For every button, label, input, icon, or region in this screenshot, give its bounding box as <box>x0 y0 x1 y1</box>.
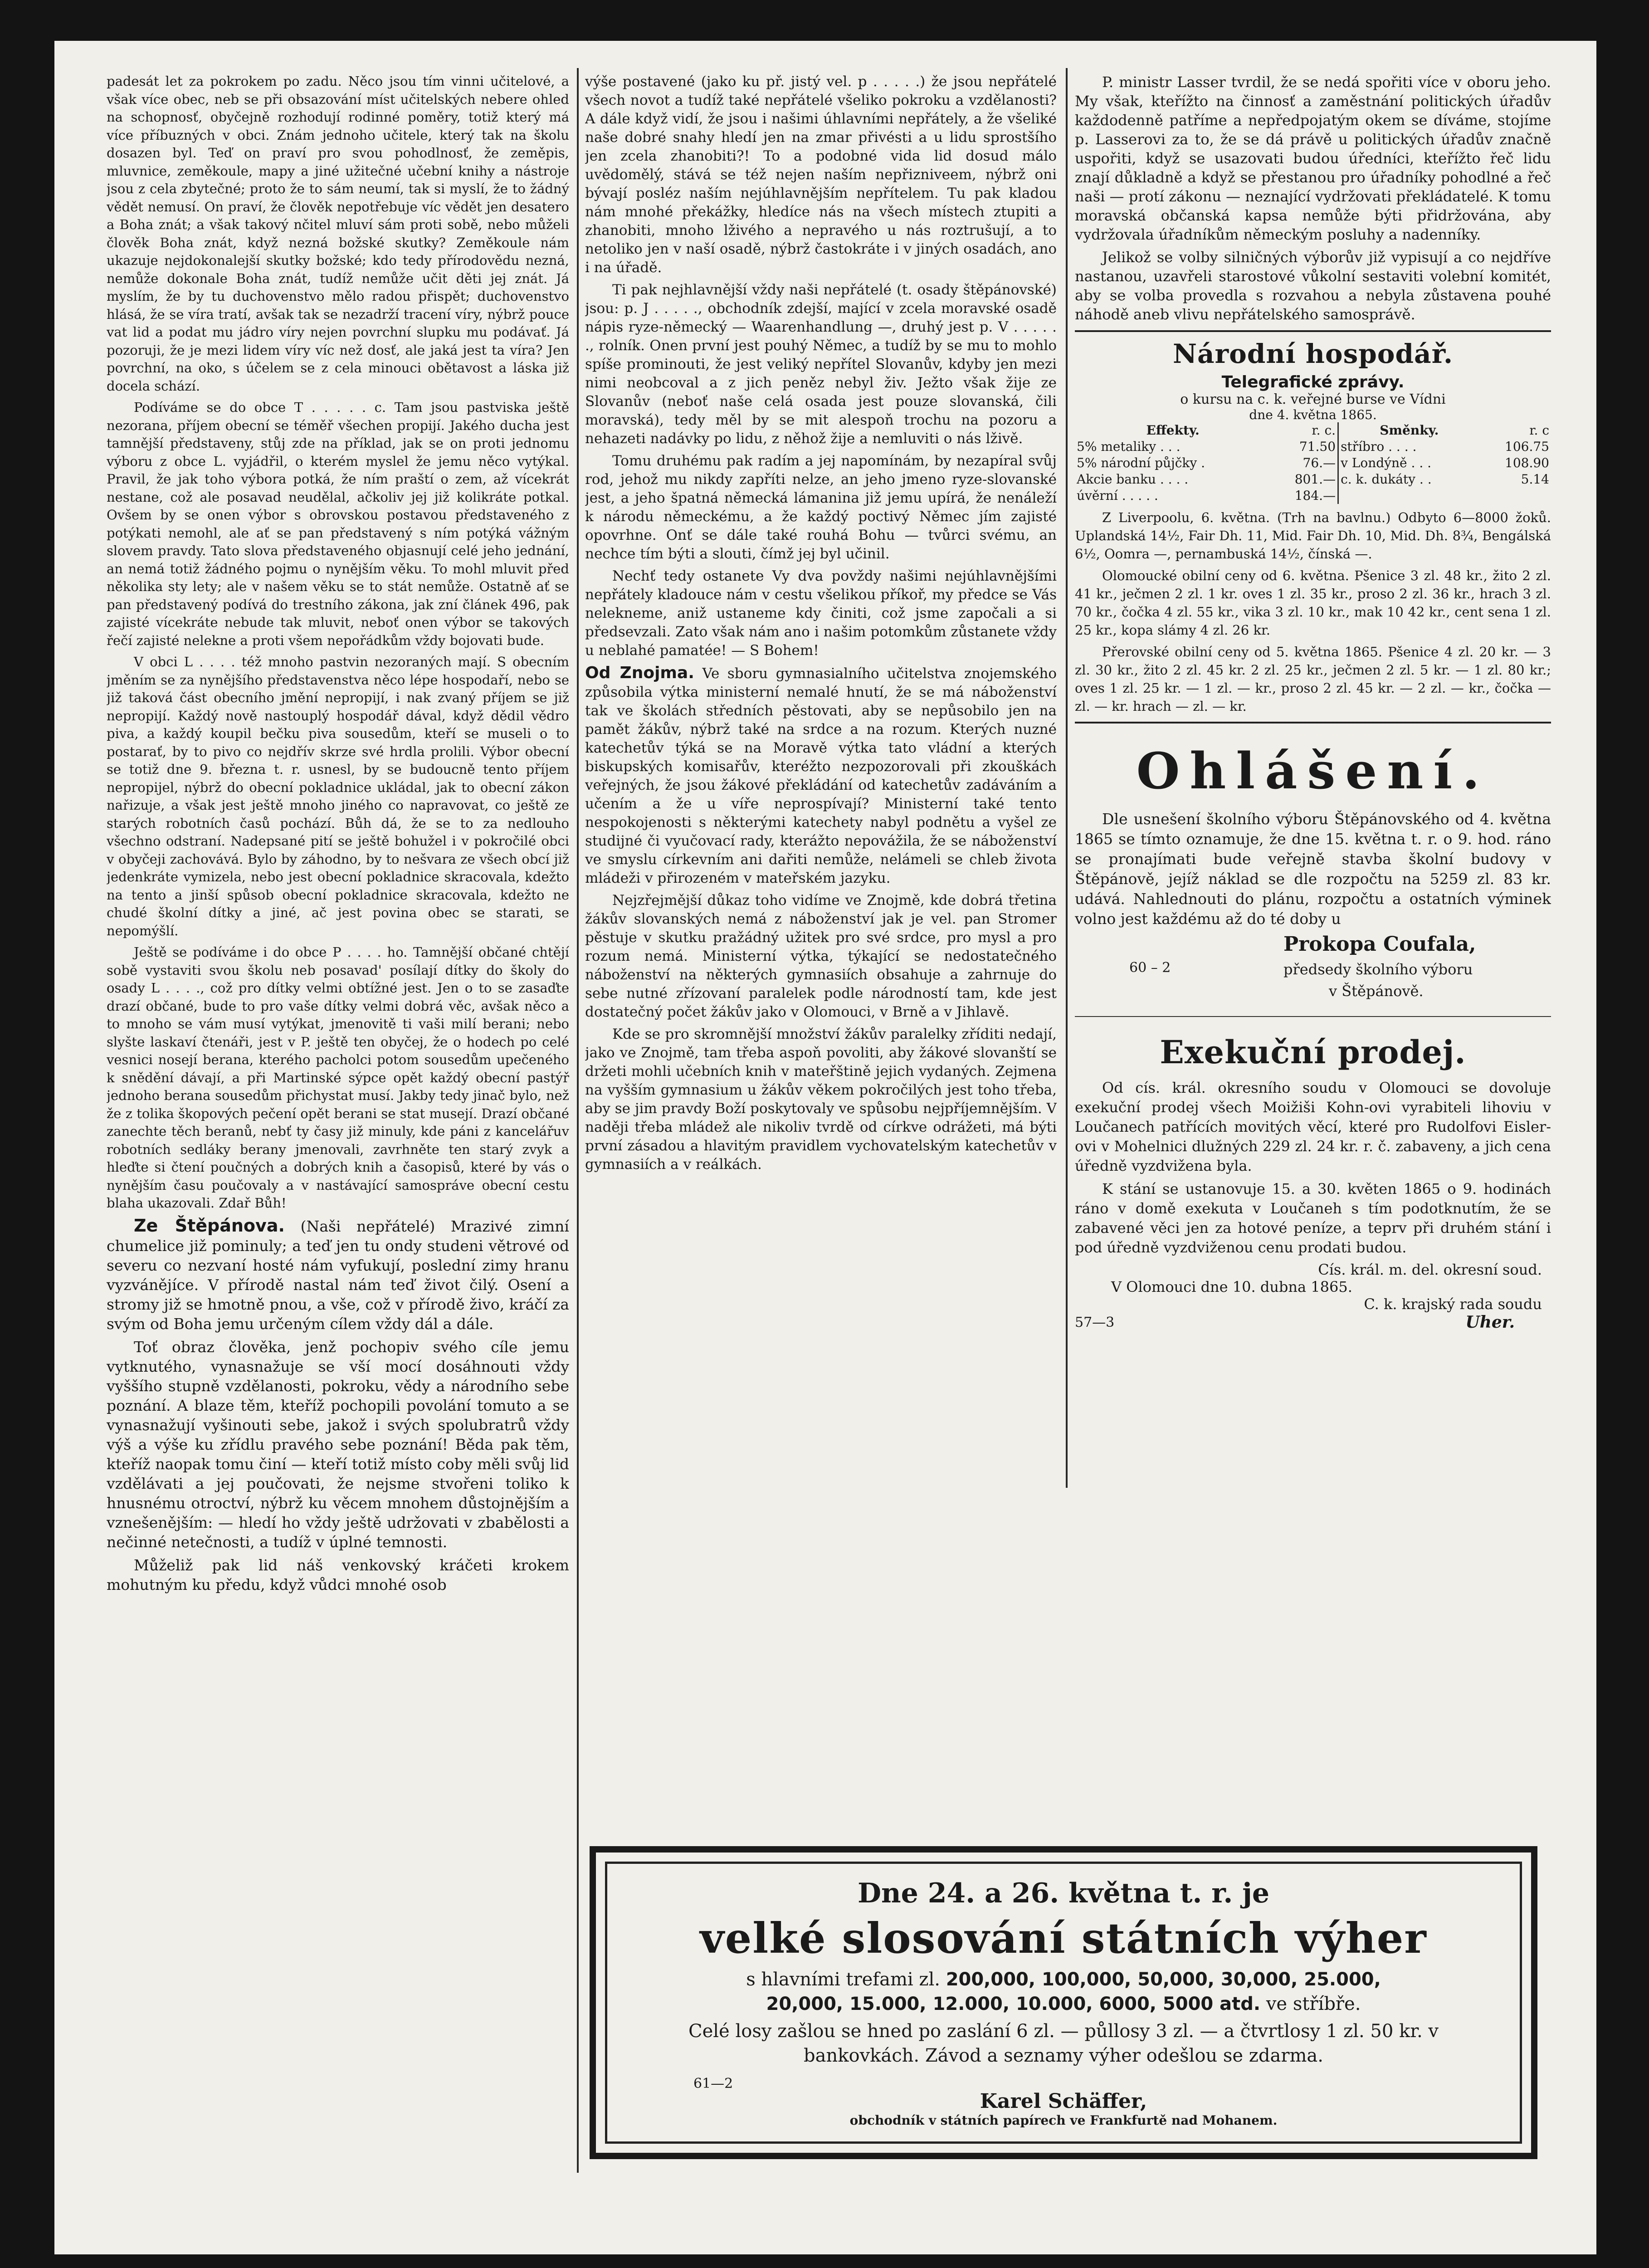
article-paragraph <box>585 664 1057 888</box>
exec-footer <box>1075 1313 1551 1335</box>
exchange-rates-table <box>1075 422 1551 504</box>
section-divider <box>1075 330 1551 332</box>
article-paragraph: Můželiž pak lid náš venkovský kráčeti krokem mohutným ku předu, když vůdci mnohé osob <box>107 1556 569 1593</box>
lottery-advertisement <box>590 1846 1537 2159</box>
table-cell: 71.50 <box>1299 439 1336 454</box>
article-text: Ve sboru gymnasialního učitelstva znojemského způsobila výtka ministerní nemalé hnutí, že se má náboženství tak ve školách středních pěstovati, aby se nepůsobilo jen na pamět žákův, nýbrž také na srdce a na rozum. Kterých nuzné katechetův týká se na Moravě výtka tato vládní a kterých biskupských komisařův, kteréžto nezpozorovali při zkouškách veřejných, že jsou žákové překládání od katechetův zadáváním a učením a že u víře neprospívají? Ministerní také tento nespokojenosti s některými katechety nabyl podnětu a vyšel ze studijné či vyučovací rady, kterážto nepovážila, že se náboženství ve smyslu církevním ani dařiti nemůže, nelámeli se chleb života mládeži v přirozeném v mateřském jazyku. <box>585 665 1057 886</box>
article-paragraph: V obci L . . . . též mnoho pastvin nezoraných mají. S obecním jměním se za nynějšího představenstva něco lépe hospodaří, nebo se již taková část obecního jmění nepropijí, i nak zvaný příjem se již nepropijí. Každý nově nastouplý hospodář dával, když dědil vědro piva, a každý koupil bečku piva sousedům, kteří se museli o to postarať, by to pivo co nejdřív skrze své hrdla prolili. Výbor obecní se totiž dne 9. března t. r. usnesl, by se budoucně tento příjem nepropijel, nýbrž do obecní pokladnice ukládal, jak to obecní zákon nařizuje, a však jest ještě mnoho jiného co napravovat, co ještě ze starých robotních časů pochází. Bůh dá, že se to za nedlouho všechno odstraní. Nadepsané pití se ještě bohužel i v pokročilé obci v obyčeji zachovává. Bylo by záhodno, by to nešvara ze všech obcí již jedenkráte vymizela, nebo jest obecní pokladnice skracovala, kdežto na tento a jinší spůsob obecní pokladnice skracovala, kdežto ne chudé školní dítky a jiné, ač jest povina obec se starati, se nepomýšlí. <box>107 654 569 938</box>
notice-number: 60 – 2 <box>1129 960 1171 976</box>
table-cell: c. k. dukáty . . <box>1338 471 1480 488</box>
article-paragraph: výše postavené (jako ku př. jistý vel. p . . . . .) že jsou nepřátelé všech novot a tudíž také nepřátelé všeliko pokroku a vzdělanosti? A dále když vidí, že jsou i našimi úhlavními nepřátely, a že všeliké naše dobré snahy hledí jen na zmar přivésti a u lidu sprostšího jen zcela zhanobiti?! To a podobné vida lid dosud málo uvědomělý, stává se též nejen naším nepřizniveem, nýbrž oni bývají posléz naším nejúhlavnějším nepřítelem. Tu pak kladou nám mnohé překážky, hledíce nás na všech místech ztupiti a zhanobiti, mnoho lživého a nepravého u nás roztrušují, a to netoliko jen v naší osadě, nýbrž častokráte i v jiných osadách, ano i na úřadě. <box>585 73 1057 276</box>
notice-signer-place: v Štěpánově. <box>1329 982 1424 1000</box>
table-cell: 108.90 <box>1505 455 1549 470</box>
market-report: Z Liverpoolu, 6. května. (Trh na bavlnu.) Odbyto 6—8000 žoků. Uplandská 14½, Fair Dh. 11, Mid. Fair Dh. 10, Mid. Dh. 8¾, Bengálská 6½, Oomra —, pernambuská 14½, čínská —. <box>1075 510 1551 562</box>
table-cell: 184.— <box>1294 488 1336 503</box>
ad-prizes <box>625 1967 1502 2016</box>
article-heading: Ze Štěpánova. <box>134 1215 285 1236</box>
column-rule <box>1066 68 1068 1488</box>
table-header: r. c <box>1529 423 1549 438</box>
exec-number: 57—3 <box>1075 1315 1115 1330</box>
column-right <box>1075 73 1551 1869</box>
ad-footer <box>634 2090 1493 2128</box>
article-paragraph: P. ministr Lasser tvrdil, že se nedá spořiti více v oboru jeho. My však, kteřížto na činnosť a zaměstnání politických úřadův každodenně patříme a nepředpojatým okem se díváme, stojíme p. Lasserovi za to, že se dá právě u politických úřadův značně uspořiti, když se usazovati budou úředníci, kteřížto řeč lidu znají důkladně a když se přestanou pro úřadníky pohodlné a řeč naši — protí zákonu — neznající vydržovati překládatelé. K tomu moravská občanská kapsa nemůže býti přidržována, aby vydržovala úřadníkům německým posluhy a nadenníky. <box>1075 73 1551 243</box>
telegram-title: Telegrafické zprávy. <box>1221 373 1405 391</box>
table-cell: 801.— <box>1294 472 1336 487</box>
table-cell: v Londýně . . . <box>1338 455 1480 471</box>
article-paragraph: Ti pak nejhlavnější vždy naši nepřátelé (t. osady štěpánovské) jsou: p. J . . . . ., obchodník zdejší, mající v zcela moravské osadě nápis ryze-německý — Waarenhandlung —, druhý jest p. V . . . . . ., rolník. Onen první jest pouhý Němec, a tudíž by se mu to mohlo spíše prominouti, že jest veliký nepřítel Slovanův, kdyby jen mezi nimi neobcoval a z jich peněz nebyl živ. Ježto však žije ze Slovanův (neboť naše celá osada jest pouze slovanská, čili moravská), tedy měl by se mit alespoň trochu na pozoru a nehazeti nadávky po lidu, z něhož žije a nemluviti o nás lživě. <box>585 282 1057 447</box>
column-left <box>107 73 569 2186</box>
ad-offer-text: Celé losy zašlou se hned po zaslání 6 zl. — půllosy 3 zl. — a čtvrtlosy 1 zl. 50 kr. v bankovkách. Závod a seznamy výher odešlou se zdarma. <box>688 2021 1439 2066</box>
exec-court: Cís. král. m. del. okresní soud. <box>1318 1261 1542 1278</box>
table-row <box>1075 488 1551 504</box>
article-paragraph: Toť obraz člověka, jenž pochopiv svého cíle jemu vytknutého, vynasnažuje se vší mocí dosáhnouti vždy vyššího stupně vzdělanosti, pokroku, vědy a národního sebe poznání. A blaze těm, kteříž pochopili povolání tomuto a se vynasnažují vyšinouti sebe, jakož i svých spolubratrů vždy výš a výše ku zřídlu pravého sebe poznání! Běda pak těm, kteříž naopak tomu činí — kteří totiž místo coby měli svůj lid vzdělávati a jej poučovati, že nejsme stvořeni toliko k hnusnému otroctví, nýbrž ku věcem mnohem důstojnějším a vznešenějším: — hledí ho vždy ještě udržovati v zbabělosti a nečinné netečnosti, a tudíž v úplné temnosti. <box>107 1338 569 1551</box>
table-cell: 106.75 <box>1505 439 1549 454</box>
section-divider <box>1075 1016 1551 1017</box>
table-cell: úvěrní . . . . . <box>1077 488 1158 503</box>
table-header-row <box>1075 422 1551 439</box>
exec-text: K stání se ustanovuje 15. a 30. květen 1865 o 9. hodinách ráno v domě exekuta v Loučaneh s tím podotknutím, že se zabavené věci jen za hotové peníze, a teprv při druhém stání i pod úředně vyzdviženou cenu prodati budou. <box>1075 1180 1551 1256</box>
column-middle <box>585 73 1057 1515</box>
article-paragraph: padesát let za pokrokem po zadu. Něco jsou tím vinni učitelové, a však více obec, neb se při obsazování míst učitelských nebere ohled na schopnosť, obyčejně rozhodují rodinné poměry, totiž který má více příbuzných v obci. Znám jednoho učitele, který tak na školu dosazen byl. Teď on praví pro svou pohodlnosť, že zeměpis, mluvnice, zeměkoule, mapy a jiné užitečné učební knihy a nástroje jsou z cela zbytečné; proto že to sám neumí, tak si myslí, že to žádný vědět nemusí. On praví, že člověk nepotřebuje víc vědět jen desatero a Boha znát; a však takový nčitel mluví sám proti sobě, nebo můželi člověk Boha znát, když nezná božské skutky? Zeměkoule nám ukazuje nejdokonalejší skutky božské; kdo tedy přírodovědu nezná, nemůže dokonale Boha znát, tudíž nemůže učit děti jej znát. Já myslím, že by tu duchovenstvo mělo radou přispět; duchovenstvo hlásá, že se víra tratí, avšak tak se nezadrží tracení víry, nýbrž pouce vat lid a podat mu jádro víry nejen povrchní slupku mu podávať. Já pozoruji, že je mezi lidem víry víc než dosť, ale jaká jest ta víra? Jen povrchní, na oko, s účelem se z cela minouci obětavost a láska již docela schází. <box>107 73 569 394</box>
article-paragraph: Nejzřejmější důkaz toho vidíme ve Znojmě, kde dobrá třetina žákův slovanských nemá z náboženství jak je vel. pan Stromer pěstuje v skutku pražádný užitek pro své srdce, pro mysl a pro rozum nemá. Ministerní výtka, týkající se nedostatečného náboženství na některých gymnasiích obsahuje a zahrnuje do sebe nutné zřízovaní paralelek podle národností tam, kde jest dostatečný počet žákův jako v Olomouci, v Brně a v Jihlavě. <box>585 892 1057 1020</box>
market-report: Olomoucké obilní ceny od 6. května. Pšenice 3 zl. 48 kr., žito 2 zl. 41 kr., ječmen 2 zl. 1 kr. oves 1 zl. 35 kr., proso 2 zl. 36 kr., hrach 3 zl. 70 kr., čočka 4 zl. 55 kr., vika 3 zl. 10 kr., mak 10 42 kr., cent sena 1 zl. 25 kr., kopa slámy 4 zl. 26 kr. <box>1075 568 1551 638</box>
telegram-subtitle: o kursu na c. k. veřejné burse ve Vídni <box>1180 391 1446 407</box>
table-cell: 5% metaliky . . . <box>1077 439 1181 454</box>
article-paragraph: Podíváme se do obce T . . . . . c. Tam jsou pastviska ještě nezorana, příjem obecní se téměř všechen propijí. Jakého ducha jest tamnější představeny, stůj zde na příklad, jak se on proti jednomu výboru z obce L. vyjádřil, o kterém myslel že jemu něco vytýkal. Pravil, že jak toho výbora potká, že ním praští o zem, až vícekrát nestane, což ale posavad neudělal, ačkoliv jej již kolikráte potkal. Ovšem by se onen výbor s obrovskou postavou představeného z potýkati nemohl, ale ať se pan představený s ním potýká vážným slovem pravdy. Tato slova představeného objasnují celé jeho jednání, an nemá totiž žádného pojmu o nynějším věku. To mohl mluvit před několika sty lety; ale v našem věku se to stát nemůže. Ostatně ať se pan představený podívá do trestního zákona, jak zní článek 496, pak zajisté vícekráte nebude tak mluvit, neboť onen výbor se takových řečí zajisté nelekne a proti všem nepořádkům vždy bojovati bude. <box>107 400 569 648</box>
notice-signature-block <box>1075 933 1551 1010</box>
exec-signer-name: Uher. <box>1465 1313 1515 1332</box>
table-row <box>1075 439 1551 455</box>
table-header: Effekty. <box>1146 423 1200 438</box>
table-cell <box>1338 488 1480 504</box>
exec-title: Exekuční prodej. <box>1160 1033 1466 1071</box>
article-paragraph: Ještě se podíváme i do obce P . . . . ho. Tamnější občané chtějí sobě vystaviti svou školu neb posavad' posílají dítky do školy do osady L . . . ., což pro dítky velmi obtížné jest. Jen o to se zasaďte drazí občané, bude to pro vaše dítky velmi dobrá věc, avšak něco a to mnoho se vám musí vytýkat, jmenovitě ti vaši milí berani; nebo slyšte laskaví čtenáři, jest v P. ještě ten obyčej, že o hodech po celé vesnici nosejí berana, kterého pacholci potom sousedům upečeného k snědění dávají, a při Martinské sýpce opět každý obecní pastýř jednoho berana sousedům přichystat musí. Jakby tedy jinač bylo, než že z tolika škopových pečení opět berani se stat musejí. Drazí občané zanechte těch beranů, nebť ty časy již minuly, kde páni z kancelářuv robotních sedláky berany jmenovali, zavrhněte ten starý zvyk a hleďte si čtení poučných a dobrých knih a časopisů, které by vás o nynějším času poučovaly a v nastávající samospráve obecní cestu blaha ukazovali. Zdař Bůh! <box>107 944 569 1211</box>
table-cell: 5.14 <box>1521 472 1549 487</box>
article-paragraph: Jelikož se volby silničných výborův již vypisují a co nejdříve nastanou, uzavřeli starostové vůkolní sestaviti volební komitét, aby se volba provedla s rozvahou a nebyla zůstavena pouhé náhodě aneb vlivu nepřátelského samosprávě. <box>1075 249 1551 323</box>
article-paragraph: Kde se pro skromnější množství žákův paralelky zříditi nedají, jako ve Znojmě, tam třeba aspoň povoliti, aby žákové slovanští se držeti mohli učebních knih v mateřštině jejich vydaných. Zejmena na vyšším gymnasium u žákův věkem pokročilých jest toho třeba, aby se jim pravdy Boží poskytovaly ve spůsobu nejpříjemnějším. V naději třeba mládež ale nikoliv tvrdě od církve odrážeti, má býti první zásadou a hlavitým pravidlem vychovatelským katechetův v gymnasiích a v reálkách. <box>585 1026 1057 1173</box>
ad-prizes-values-2: 20,000, 15.000, 12.000, 10.000, 6000, 5000 atd. <box>766 1994 1261 2014</box>
economy-section-title: Národní hospodář. <box>1172 338 1454 369</box>
table-row <box>1075 455 1551 471</box>
table-cell: Akcie banku . . . . <box>1077 472 1189 487</box>
ad-prizes-values: 200,000, 100,000, 50,000, 30,000, 25.000, <box>946 1969 1381 1990</box>
notice-signer: Prokopa Coufala, <box>1283 933 1476 956</box>
newspaper-page <box>54 41 1596 2254</box>
table-cell: 5% národní půjčky . <box>1077 455 1205 470</box>
ad-prizes-currency: ve stříbře. <box>1266 1994 1361 2014</box>
telegram-date: dne 4. května 1865. <box>1249 407 1377 422</box>
table-row <box>1075 471 1551 488</box>
notice-signer-role: předsedy školního výboru <box>1283 961 1473 978</box>
exec-signer: C. k. krajský rada soudu <box>1364 1295 1542 1313</box>
exec-text: Od cís. král. okresního soudu v Olomouci se dovoluje exekuční prodej všech Moižiši Kohn-ovi vyrabiteli lihoviu v Loučanech patřících movitých věcí, které pro Rudolfovi Eisler-ovi v Mohelnici dlužných 229 zl. 24 kr. r. č. zabaveny, a jich cena úředně vyzdvižena byla. <box>1075 1079 1551 1174</box>
table-cell <box>1480 488 1551 504</box>
table-cell: 76.— <box>1303 455 1336 470</box>
notice-title: Ohlášení. <box>1136 742 1490 800</box>
ad-signer: Karel Schäffer, <box>980 2090 1147 2113</box>
article-paragraph: Tomu druhému pak radím a jej napomínám, by nezapíral svůj rod, jehož mu nikdy zapříti nelze, an jeho jmeno ryze-slovanské jest, a jeho špatná německá lámanina již jemu upírá, že nenáleží k národu německému, a že každý poctivý Němec jím zajisté opovrhne. Onť se dále také rouhá Bohu — tvůrci svému, an nechce tím býti a slouti, čímž jej byl učinil. <box>585 453 1057 562</box>
ad-headline: Dne 24. a 26. května t. r. je <box>858 1877 1269 1909</box>
ad-title: velké slosování státních výher <box>700 1914 1427 1963</box>
table-cell: stříbro . . . . <box>1338 439 1480 455</box>
column-rule <box>577 68 579 2173</box>
exec-date: V Olomouci dne 10. dubna 1865. <box>1111 1278 1352 1295</box>
advertisement-frame <box>605 1862 1522 2144</box>
article-paragraph <box>107 1216 569 1334</box>
market-report: Přerovské obilní ceny od 5. května 1865. Pšenice 4 zl. 20 kr. — 3 zl. 30 kr., žito 2 zl. 45 kr. 2 zl. 25 kr., ječmen 2 zl. 5 kr. — 1 zl. 80 kr.; oves 1 zl. 25 kr. — 1 zl. — kr., proso 2 zl. 45 kr. — 2 zl. — kr., čočka — zl. — kr. hrach — zl. — kr. <box>1075 644 1551 714</box>
ad-number: 61—2 <box>693 2076 733 2092</box>
table-header: r. c. <box>1312 423 1336 438</box>
notice-text: Dle usnešení školního výboru Štěpánovského od 4. května 1865 se tímto oznamuje, že dne 15. května t. r. o 9. hod. ráno se pronajímati bude veřejně stavba školní budovy v Štěpánově, jejíž náklad se dle rozpočtu na 5259 zl. 83 kr. udává. Nahlednouti do plánu, rozpočtu a ostatních výminek volno jest každému až do té doby u <box>1075 810 1551 928</box>
table-header: Směnky. <box>1338 422 1480 439</box>
article-heading: Od Znojma. <box>585 664 694 682</box>
section-divider <box>1075 722 1551 723</box>
article-text: (Naši nepřátelé) Mrazivé zimní chumelice již pominuly; a teď jen tu ondy studeni větrové od severu co nezvaní hosté nám vyfukují, poslední zimy hranu vyzvánějíce. V přírodě nastal nám teď život čilý. Osení a stromy již se hmotně pnou, a vše, což v přírodě živo, kráčí za svým od Boha jemu určeným cílem vždy dál a dále. <box>107 1217 569 1333</box>
article-paragraph: Nechť tedy ostanete Vy dva povždy našimi nejúhlavnějšími nepřátely kladouce nám v cestu všelikou příkoř, my předce se Vás nelekneme, aniž ustaneme kdy činiti, což jsme započali a si předsevzali. Zato však nám ano i našim potomkům zůstanete vždy u neblahé pamatée! — S Bohem! <box>585 568 1057 659</box>
ad-dealer: obchodník v státních papírech ve Frankfurtě nad Mohanem. <box>849 2113 1278 2128</box>
ad-prizes-lead: s hlavními trefami zl. <box>746 1969 940 1990</box>
